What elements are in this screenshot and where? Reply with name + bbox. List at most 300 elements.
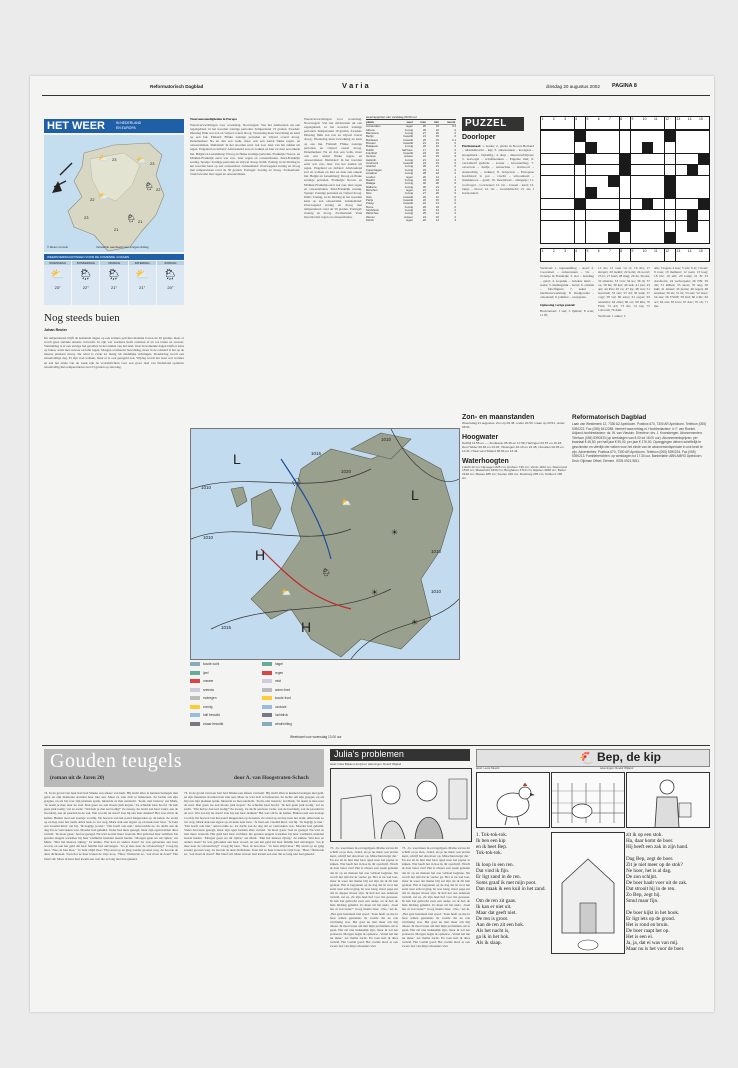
puzzle-clues-col3 xyxy=(598,266,650,406)
crossword-cell[interactable] xyxy=(620,176,631,187)
crossword-cell[interactable] xyxy=(631,131,642,142)
crossword-cell[interactable] xyxy=(665,221,676,232)
crossword-cell[interactable] xyxy=(552,210,563,221)
legend-label: ijzel xyxy=(203,670,209,675)
crossword-cell[interactable] xyxy=(676,210,687,221)
column-number: 3 xyxy=(563,117,574,129)
crossword-cell[interactable] xyxy=(665,142,676,153)
forecast-temp: 21° xyxy=(110,285,118,290)
crossword-cell[interactable] xyxy=(541,142,552,153)
answer-cell[interactable]: 15 xyxy=(698,249,709,261)
table-cell: 25 xyxy=(422,211,426,216)
col-header: max xyxy=(420,120,426,124)
crossword-cell[interactable] xyxy=(642,131,653,142)
crossword-cell[interactable] xyxy=(653,176,664,187)
cloud-sun-icon: ⛅ xyxy=(341,498,351,507)
column-number: 11 xyxy=(653,117,664,129)
weather-byline: Johan Reuter xyxy=(44,328,67,332)
crossword-cell[interactable] xyxy=(653,154,664,165)
crossword-cell[interactable] xyxy=(642,232,653,243)
crossword-cell[interactable] xyxy=(563,187,574,198)
sun-moon-title: Zon- en maanstanden xyxy=(462,414,535,421)
colophon-text: Laan van Westenenk 12, 7336 AZ Apeldoorn. Postbus 670, 7300 AR Apeldoorn. Telefoon (055) 5390222. Fax (055) 5412288. Internet www.refdag.nl. Hoofdredacteur: ir. F. van Roekel. Adjunct-hoofdredacteur: ds. W. van Vlastuin. Directeur: drs. J. Kroesbergen. Abonnementen: Telefoon (055) 5390333 (op werkdagen van 8.00 tot 18.00 uur). Abonnementsprijzen: per kwartaal € 46,50, per half jaar € 90,00, per jaar € 176,00. Opzeggingen dienen schriftelijk te geschieden en uiterlijk vier weken voor het einde van de abonnementsperiode in ons bezit te zijn. Advertenties: Postbus 670, 7300 AR Apeldoorn. Telefoon (055) 5390234. Fax (055) 5390213. Familieberichten: op werkdagen tot 17.30 uur. Bankrelatie: ABN AMRO Apeldoorn. Druk: Dijkman Offset, Diemen. ISSN 0921-9811. xyxy=(572,422,707,463)
crossword-cell[interactable] xyxy=(687,232,698,243)
crossword-cell[interactable] xyxy=(597,199,608,210)
crossword-cell[interactable] xyxy=(608,199,619,210)
legend-label: regen xyxy=(275,670,284,675)
crossword-cell[interactable] xyxy=(563,131,574,142)
weather-headline: Nog steeds buien xyxy=(44,312,120,324)
cloud-sun-icon: ⛅ xyxy=(50,269,65,281)
crossword-cell[interactable] xyxy=(631,199,642,210)
crossword-cell[interactable] xyxy=(631,221,642,232)
table-cell: zonnig xyxy=(404,167,413,172)
crossword-cell[interactable] xyxy=(698,165,709,176)
table-cell: 14 xyxy=(435,157,439,162)
crossword-cell[interactable] xyxy=(597,210,608,221)
answer-cell[interactable]: 4 xyxy=(575,249,586,261)
crossword-cell[interactable] xyxy=(642,221,653,232)
column-number: 7 xyxy=(608,117,619,129)
bep-title: Bep, de kip xyxy=(597,750,662,764)
crossword-cell[interactable] xyxy=(653,187,664,198)
sun-icon: ☀ xyxy=(371,588,379,597)
table-cell: 0 xyxy=(454,134,456,139)
table-cell: bewolkt xyxy=(403,194,413,199)
table-cell: 22 xyxy=(422,197,426,202)
solution-clues: 12 mo 13 vent 14 ci; 16 ma; 17 shrapri; 20 leekbl; 22 holst; 24 novel; 25 tv; 27 knal; 28 mug; 29 ds; 30 eks; 32 ellende; 33 vrai; 34 ko; 36 in; 37 oe; 38 hu; 39 kar; 40 nek; 41 pas; 43 api; 44 Pan; 45 ve; 47 ky; 48 ven; 51 hoornuil; 53 ster; 55 dd; 56 leuk; 57 vogt; 58 vel; 60 ariso; 61 ergon; 63 aanstelst; 64 emst; 66 ort; 69 Ria; 70 Frits; 72 A5; 73 Rs; 74 tap; 75 voltooid; 76 dam. xyxy=(598,266,650,313)
crossword-cell[interactable] xyxy=(541,210,552,221)
high-pressure-label: H xyxy=(255,547,266,563)
table-cell: Athene xyxy=(366,127,375,132)
crossword-cell[interactable] xyxy=(698,221,709,232)
crossword-cell[interactable] xyxy=(586,221,597,232)
crossword-cell[interactable] xyxy=(631,210,642,221)
julia-credits: tekst: Inske Bakker-Hooijman; tekeningen: Roelof Wijland xyxy=(330,762,402,766)
legend-item xyxy=(190,713,220,717)
forecast-day-name: ZATERDAG xyxy=(129,261,156,265)
julia-body-cont: 73. ‚Ja, weet meer ik en begrijpen. Mama zal nu dit schrift en je zien, ‚Kind, als je nu maar ook praten kunt, schrijf het dan maar op. Misschien helpt dat.’ En toe zit ik hier met haar ogen naar het papier te kijken. Wat heeft het in hoe ik dit opschrijf. Wordt ik daar beter van? Het is alweer een week geleden dat ik op en meteen het ene verhaal beginne. Nu wordt het tijd dat ik verder ga. Het is nu wel laat, maar ik weet dat mama blij zal zijn als ik dit heb gedaan. Het is begonnen op de dag dat ik voor het eerst naar school ging. Ik was bang, maar papa zei dat ik dapper moest zijn. Ik heb het aan iedereen verteld, zei ze. Ze zijn heel lief voor me geweest. Ik heb het gebracht naar een ander, en ik heb de hele middag gehuild. Zo maar uit het niets. ‚Gaat het al wat beter?’ vroeg mama later. ‚Nee,’ zei ik. ‚Het gaat helemaal niet goed.’ Toen heeft ze me in haar armen genomen. Ik voelde dat ze ook verdrietig was. Het gaat nu niet meer om mij alleen. Ik moet leren om met mijn problemen om te gaan. Het zal niet makkelijk zijn, maar ik wil het proberen. Morgen begin ik opnieuw. ‚Vertel het me nu maar,’ zei mama zacht. En toen heb ik alles verteld. Het voelde goed. Het voelde alsof er een zware last van mijn schouders viel. xyxy=(402,846,470,949)
crossword-cell[interactable] xyxy=(676,142,687,153)
table-cell: Praag xyxy=(366,201,374,206)
crossword-cell[interactable] xyxy=(563,199,574,210)
crossword-cell[interactable] xyxy=(552,131,563,142)
table-cell: 27 xyxy=(422,131,426,136)
crossword-cell[interactable] xyxy=(541,199,552,210)
masthead-left: Reformatorisch Dagblad xyxy=(150,84,204,89)
crossword-cell[interactable] xyxy=(541,187,552,198)
table-cell: Madrid xyxy=(366,177,375,182)
crossword-cell[interactable] xyxy=(597,176,608,187)
forecast-temp: 22° xyxy=(82,285,89,290)
legend-swatch xyxy=(262,722,272,726)
table-cell: zonnig xyxy=(404,171,413,176)
weather-logo-sub1: IN NEDERLAND xyxy=(116,121,142,125)
table-cell: 0.1 xyxy=(452,137,456,142)
julia-column-1 xyxy=(330,846,398,1006)
column-number: 10 xyxy=(642,117,653,129)
table-cell: 14 xyxy=(435,167,439,172)
crossword-cell[interactable] xyxy=(575,221,586,232)
crossword-cell[interactable] xyxy=(631,165,642,176)
map-temp: 23 xyxy=(84,215,89,220)
crossword-cell[interactable] xyxy=(642,154,653,165)
answer-cell[interactable]: 6 xyxy=(597,249,608,261)
serial-header xyxy=(44,749,324,787)
crossword-cell[interactable] xyxy=(631,154,642,165)
cloud-sun-icon: ⛅ xyxy=(98,154,108,163)
forecast-temp: 20° xyxy=(167,285,174,290)
map-caption: Verwachte weerbeeld voor morgenmiddag xyxy=(96,245,149,249)
crossword-cell[interactable] xyxy=(608,165,619,176)
crossword-cell[interactable] xyxy=(698,131,709,142)
legend-swatch xyxy=(190,722,200,726)
julia-title: Julia’s problemen xyxy=(334,749,404,759)
answer-cell[interactable]: 11 xyxy=(653,249,664,261)
table-cell: 14 xyxy=(435,187,439,192)
crossword-cell[interactable] xyxy=(597,131,608,142)
crossword-cell[interactable] xyxy=(541,232,552,243)
answer-cell[interactable]: 8 xyxy=(620,249,631,261)
crossword-cell[interactable] xyxy=(563,165,574,176)
map-temp: 21 xyxy=(138,219,143,224)
map-temp: 23 xyxy=(112,157,117,162)
table-cell: 23 xyxy=(422,151,426,156)
crossword-block xyxy=(575,131,586,142)
forecast-day-name: ZONDAG xyxy=(157,261,184,265)
crossword-block xyxy=(687,221,698,232)
crossword-cell[interactable] xyxy=(642,187,653,198)
table-cell: regen xyxy=(405,124,413,129)
cloud-sun-icon: ⛅ xyxy=(281,588,291,597)
table-cell: 21 xyxy=(422,157,426,162)
isobar-label: 1020 xyxy=(341,469,352,474)
crossword-cell[interactable] xyxy=(575,187,586,198)
crossword-cell[interactable] xyxy=(698,187,709,198)
julia-illustration xyxy=(330,768,472,842)
crossword-cell[interactable] xyxy=(575,176,586,187)
answer-cell[interactable]: 7 xyxy=(608,249,619,261)
crossword-cell[interactable] xyxy=(676,221,687,232)
table-cell: 30 xyxy=(422,184,426,189)
crossword-cell[interactable] xyxy=(620,131,631,142)
crossword-cell[interactable] xyxy=(698,142,709,153)
solution-clues-2: alle; 3 lagen; 4 koe; 5 ach; 6 at; 7 hoen; 9 rous; 10 malheur; 12 toets; 13 leeg; 18 blz; 19 ieft; 20 lomp; 21 B; 23 doodsovu; 24 welverpakt; 26 NN; 29 dis; 31 kilhen; 33 aacet; 35 ang; 36 huh; 41 tekent; 45 pratte; 46 regen; 48 snaakse; 50 ah; 51 ns; 53 star; 52 laser; 54 eks; 56 VSOP; 58 Ind; 60 tchtr; 62 act; 64 ans; 65 leve; 67 Anc; 70 oh; 71 ma. xyxy=(654,266,708,308)
crossword-cell[interactable] xyxy=(608,210,619,221)
crossword-cell[interactable] xyxy=(620,232,631,243)
crossword-cell[interactable] xyxy=(575,232,586,243)
table-cell: zonnig xyxy=(404,207,413,212)
crossword-cell[interactable] xyxy=(597,187,608,198)
table-cell: 0 xyxy=(454,151,456,156)
table-cell: zonnig xyxy=(404,157,413,162)
table-cell: 0 xyxy=(454,181,456,186)
crossword-cell[interactable] xyxy=(676,131,687,142)
crossword-cell[interactable] xyxy=(665,165,676,176)
crossword-cell[interactable] xyxy=(563,232,574,243)
table-cell: 0 xyxy=(454,141,456,146)
legend-item xyxy=(262,671,283,675)
col-header: neersl. xyxy=(446,120,456,124)
crossword-block xyxy=(642,142,653,153)
answer-cell[interactable]: 10 xyxy=(642,249,653,261)
answer-cell[interactable]: 2 xyxy=(552,249,563,261)
crossword-cell[interactable] xyxy=(676,232,687,243)
crossword-cell[interactable] xyxy=(552,154,563,165)
table-cell: Kopenhagen xyxy=(366,167,382,172)
crossword-cell[interactable] xyxy=(665,199,676,210)
forecast-strip xyxy=(44,261,184,305)
table-cell: Istanbul xyxy=(366,164,376,169)
table-cell: 15 xyxy=(435,151,439,156)
crossword-cell[interactable] xyxy=(620,199,631,210)
crossword-cell[interactable] xyxy=(586,165,597,176)
forecast-day xyxy=(157,261,184,305)
table-cell: bewolkt xyxy=(403,137,413,142)
crossword-cell[interactable] xyxy=(642,165,653,176)
answer-cell[interactable]: 9 xyxy=(631,249,642,261)
sun-moon-text: Woensdag 21 augustus. Zon op 06.38, onder 20.53; maan op 20.51, onder 06.51. xyxy=(462,422,565,429)
crossword-cell[interactable] xyxy=(676,199,687,210)
crossword-cell[interactable] xyxy=(687,187,698,198)
crossword-cell[interactable] xyxy=(676,176,687,187)
bep-text-left: 1. Tok-tok-tok. Ik ben een kip en ik heet Bep. Tok-tok-tok. Ik loop in een ren. Dat vind ik fijn. Er ligt zand in de ren. Soms graaf ik met mijn poot. Dan maak ik een kuil in het zand. Om de ren zit gaas. Ik kan er niet uit. Maar dat geeft niet. De ren is groot. Aan de ren zit een hok. Als het nacht is, ga ik in het hok. Als ik slaap. xyxy=(476,832,546,946)
table-cell: 21 xyxy=(422,187,426,192)
crossword-cell[interactable] xyxy=(552,165,563,176)
table-cell: Innsbruck xyxy=(366,161,379,166)
table-cell: 30 xyxy=(422,127,426,132)
crossword-cell[interactable] xyxy=(586,131,597,142)
europe-column-title: Weersomstandigheden in Europa xyxy=(190,117,237,121)
table-cell: 26 xyxy=(422,144,426,149)
table-cell: 0.2 xyxy=(452,124,456,129)
crossword-cell[interactable] xyxy=(563,176,574,187)
table-cell: 10 xyxy=(435,147,439,152)
crossword-cell[interactable] xyxy=(653,131,664,142)
crossword-cell[interactable] xyxy=(698,210,709,221)
answer-cell[interactable]: 13 xyxy=(676,249,687,261)
crossword-cell[interactable] xyxy=(552,142,563,153)
table-cell: Berlijn xyxy=(366,134,374,139)
table-cell: 1 xyxy=(454,174,456,179)
legend-swatch xyxy=(262,696,272,700)
crossword-cell[interactable] xyxy=(541,131,552,142)
legend-item xyxy=(190,688,214,692)
table-cell: 18 xyxy=(435,171,439,176)
bep-credits-right: tekeningen: Roelof Wijland xyxy=(600,766,634,770)
crossword-cell[interactable] xyxy=(586,232,597,243)
julia-drawing xyxy=(331,769,471,841)
crossword-cell[interactable] xyxy=(608,142,619,153)
crossword-cell[interactable] xyxy=(676,187,687,198)
col-header: min xyxy=(434,120,439,124)
column-number: 15 xyxy=(698,117,709,129)
solution-vertical: Verticaal: 1 anker; 2 xyxy=(598,314,626,319)
table-cell: half bew. xyxy=(401,147,413,152)
europe-table-title: weerrapporten van vandaag 20.00 uur xyxy=(366,115,456,120)
high-pressure-label: H xyxy=(301,619,312,635)
table-cell: 0 xyxy=(454,201,456,206)
crossword-block xyxy=(698,154,709,165)
crossword-cell[interactable] xyxy=(586,210,597,221)
chicken-coop-drawing xyxy=(552,833,624,953)
cloud-rain-icon: 🌧 xyxy=(291,478,302,487)
crossword-cell[interactable] xyxy=(608,154,619,165)
crossword-cell[interactable] xyxy=(665,154,676,165)
answer-cell[interactable]: 3 xyxy=(563,249,574,261)
crossword-cell[interactable] xyxy=(642,176,653,187)
crossword-cell[interactable] xyxy=(597,232,608,243)
crossword-cell[interactable] xyxy=(653,199,664,210)
crossword-cell[interactable] xyxy=(597,221,608,232)
crossword-grid[interactable] xyxy=(540,130,710,244)
crossword-cell[interactable] xyxy=(552,199,563,210)
puzzle-logo-text: PUZZEL xyxy=(465,118,507,129)
legend-swatch xyxy=(262,688,272,692)
crossword-cell[interactable] xyxy=(698,232,709,243)
table-cell: 27 xyxy=(422,191,426,196)
table-cell: 23 xyxy=(422,161,426,166)
table-cell: zonnig xyxy=(404,211,413,216)
table-cell: München xyxy=(366,187,378,192)
crossword-cell[interactable] xyxy=(687,131,698,142)
crossword-cell[interactable] xyxy=(563,210,574,221)
table-cell: 0 xyxy=(454,191,456,196)
table-cell: bewolkt xyxy=(403,134,413,139)
crossword-block xyxy=(665,131,676,142)
hoogwater-title: Hoogwater xyxy=(462,433,499,441)
crossword-cell[interactable] xyxy=(575,210,586,221)
table-cell: Wenen xyxy=(366,214,375,219)
crossword-cell[interactable] xyxy=(608,131,619,142)
legend-item xyxy=(262,696,291,700)
crossword-cell[interactable] xyxy=(631,142,642,153)
table-cell: zonnig xyxy=(404,164,413,169)
weather-article xyxy=(44,336,184,606)
crossword-cell[interactable] xyxy=(563,221,574,232)
legend-item xyxy=(262,713,288,717)
crossword-cell[interactable] xyxy=(586,154,597,165)
crossword-cell[interactable] xyxy=(687,154,698,165)
table-cell: 13 xyxy=(435,141,439,146)
crossword-cell[interactable] xyxy=(620,142,631,153)
table-cell: 15 xyxy=(435,197,439,202)
table-cell: 20 xyxy=(435,191,439,196)
crossword-cell[interactable] xyxy=(541,176,552,187)
crossword-cell[interactable] xyxy=(687,199,698,210)
crossword-cell[interactable] xyxy=(597,142,608,153)
weather-logo-sub2: EN EUROPA xyxy=(116,126,136,130)
forecast-temp: 21° xyxy=(139,285,146,290)
crossword-cell[interactable] xyxy=(676,154,687,165)
crossword-cell[interactable] xyxy=(552,187,563,198)
answer-cell[interactable]: 1 xyxy=(541,249,552,261)
crossword-block xyxy=(620,154,631,165)
crossword-cell[interactable] xyxy=(575,142,586,153)
table-cell: 0 xyxy=(454,211,456,216)
crossword-cell[interactable] xyxy=(631,187,642,198)
crossword-cell[interactable] xyxy=(653,165,664,176)
crossword-cell[interactable] xyxy=(552,232,563,243)
crossword-cell[interactable] xyxy=(676,165,687,176)
crossword-cell[interactable] xyxy=(552,221,563,232)
crossword-cell[interactable] xyxy=(541,154,552,165)
table-cell: 0 xyxy=(454,157,456,162)
crossword-cell[interactable] xyxy=(653,142,664,153)
crossword-cell[interactable] xyxy=(597,165,608,176)
crossword-cell[interactable] xyxy=(575,165,586,176)
crossword-cell[interactable] xyxy=(687,176,698,187)
crossword-cell[interactable] xyxy=(620,187,631,198)
isobar-label: 1010 xyxy=(203,535,214,540)
crossword-cell[interactable] xyxy=(642,210,653,221)
crossword-cell[interactable] xyxy=(653,210,664,221)
table-cell: Malaga xyxy=(366,181,376,186)
legend-label: koude front xyxy=(275,696,291,700)
table-cell: 0 xyxy=(454,194,456,199)
crossword-cell[interactable] xyxy=(552,176,563,187)
answer-cell[interactable]: 14 xyxy=(687,249,698,261)
legend-item xyxy=(262,705,287,709)
map-credit: Weerkaart voor woensdag 13.00 uur xyxy=(290,735,342,739)
legend-label: koude lucht xyxy=(203,662,220,666)
answer-cell[interactable]: 12 xyxy=(665,249,676,261)
crossword-cell[interactable] xyxy=(631,232,642,243)
header-rule xyxy=(42,95,710,96)
crossword-cell[interactable] xyxy=(608,221,619,232)
isobar-label: 1010 xyxy=(201,485,212,490)
crossword-cell[interactable] xyxy=(698,176,709,187)
crossword-cell[interactable] xyxy=(586,199,597,210)
crossword-block xyxy=(575,199,586,210)
legend-swatch xyxy=(262,671,272,675)
legend-swatch xyxy=(190,679,200,683)
bep-panel-2 xyxy=(551,772,625,828)
column-number-strip xyxy=(540,116,710,130)
bep-credits-left: tekst: Lenie Moerik xyxy=(476,766,500,770)
crossword-cell[interactable] xyxy=(653,221,664,232)
table-cell: 13 xyxy=(435,161,439,166)
legend-item xyxy=(190,662,219,666)
bep-panel-4 xyxy=(551,832,625,954)
crossword-cell[interactable] xyxy=(563,154,574,165)
crossword-cell[interactable] xyxy=(541,165,552,176)
serial-column-2 xyxy=(184,791,324,1006)
forecast-day xyxy=(72,261,99,305)
sun-icon: ☀ xyxy=(411,618,419,627)
crossword-cell[interactable] xyxy=(653,232,664,243)
answer-strip[interactable] xyxy=(540,248,710,262)
table-cell: 5 xyxy=(454,154,456,159)
crossword-cell[interactable] xyxy=(563,142,574,153)
table-cell: 4 xyxy=(454,187,456,192)
table-cell: bewolkt xyxy=(403,151,413,156)
crossword-cell[interactable] xyxy=(541,221,552,232)
table-cell: 20 xyxy=(422,124,426,129)
answer-cell[interactable]: 5 xyxy=(586,249,597,261)
crossword-cell[interactable] xyxy=(608,187,619,198)
legend-swatch xyxy=(190,688,200,692)
crossword-cell[interactable] xyxy=(687,142,698,153)
crossword-cell[interactable] xyxy=(631,176,642,187)
isobar-label: 1015 xyxy=(221,625,232,630)
crossword-cell[interactable] xyxy=(665,210,676,221)
legend-label: zonnig xyxy=(203,704,213,709)
crossword-cell[interactable] xyxy=(597,154,608,165)
crossword-cell[interactable] xyxy=(586,176,597,187)
table-cell: 19 xyxy=(435,204,439,209)
europe-column-body: Weersverwachtingen voor woensdag. Noorwegen: Van het zuidwesten uit een regengebied, in het noorden zonnige perioden. Temperatuur 19 graden. Zweden: Dinsdag flink wat zon en vrijwel overal droog. Woensdag meer bewolking en kans op een bui. Finland: Flinke zonnige perioden en vrijwel overal droog. Denemarken: Na en dan een wolk, maar ook een aantal flinke regen- en onweersbuien. Duitsland: In het noorden eerst wat zon, later van het zuiden uit regen. Engeland en Ierland: Afwisselend zon en wolken en hier en daar een enkele bui. België en Luxemburg: Droog en flinke zonnige perioden. Frankrijk: Noord- en Midden-Frankrijk eerst wat zon, later regen en onweersbuien. Zuid-Frankrijk zonnig. Spanje: Zonnige perioden en vrijwel droog. Italië: Zonnig, in de middag in het noorden kans op een onweersbui. Griekenland: Overwegend zonnig en droog met temperaturen rond de 30 graden. Portugal: Zonnig en droog. Zwitserland: Vaak bewolkt met regen en onweersbuien. xyxy=(190,122,300,177)
